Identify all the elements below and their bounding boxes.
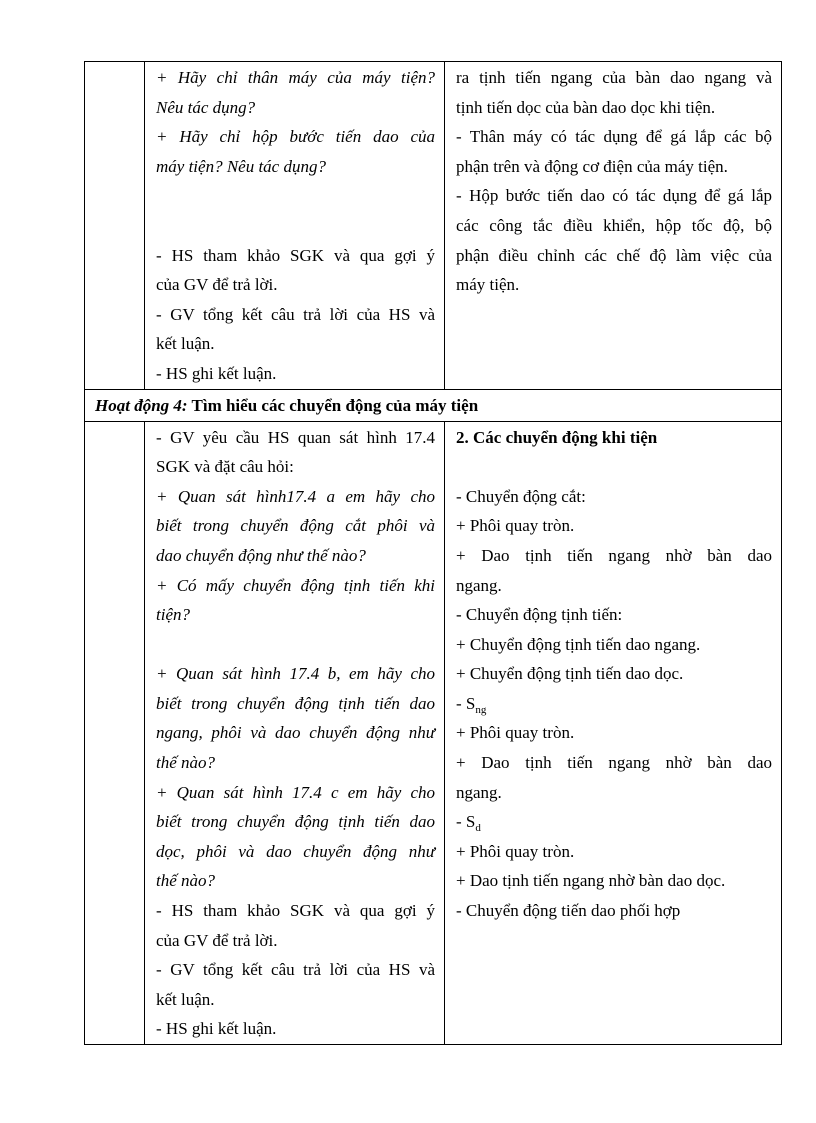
content-line: + Phôi quay tròn.	[456, 516, 575, 536]
teacher-line: + Hãy chỉ hộp bước tiến dao của	[156, 127, 435, 147]
teacher-line: thế nào?	[156, 753, 216, 773]
content-line: - Thân máy có tác dụng để gá lắp các bộ	[456, 127, 772, 147]
spacer	[456, 452, 772, 482]
content-cell	[445, 62, 782, 390]
teacher-line: ngang, phôi và dao chuyển động như	[156, 723, 435, 743]
teacher-line: - HS tham khảo SGK và qua gợi ý	[156, 245, 435, 265]
teacher-line: - HS ghi kết luận.	[156, 1019, 277, 1039]
spacer	[156, 211, 435, 241]
section-heading: 2. Các chuyển động khi tiện	[456, 427, 658, 447]
feed-symbol-s-ng	[456, 689, 772, 719]
teacher-line: máy tiện? Nêu tác dụng?	[156, 156, 326, 176]
content-line: + Phôi quay tròn.	[456, 841, 575, 861]
empty-cell	[85, 421, 145, 1044]
activity-header-row	[85, 389, 782, 421]
teacher-line: kết luận.	[156, 334, 215, 354]
activity-title: Tìm hiểu các chuyển động của máy tiện	[187, 395, 479, 415]
teacher-line: kết luận.	[156, 989, 215, 1009]
content-line: - Chuyển động cắt:	[456, 486, 586, 506]
teacher-line: - HS ghi kết luận.	[156, 363, 277, 383]
content-line: máy tiện.	[456, 275, 520, 295]
teacher-line: + Có mấy chuyển động tịnh tiến khi	[156, 575, 435, 595]
content-line: các công tắc điều khiển, hộp tốc độ, bộ	[456, 215, 772, 235]
teacher-line: + Quan sát hình 17.4 b, em hãy cho	[156, 664, 435, 684]
content-line: + Dao tịnh tiến ngang nhờ bàn dao	[456, 753, 772, 773]
teacher-line: - HS tham khảo SGK và qua gợi ý	[156, 901, 435, 921]
content-line: + Dao tịnh tiến ngang nhờ bàn dao	[456, 545, 772, 565]
teacher-line: dao chuyển động như thế nào?	[156, 545, 366, 565]
content-line: + Phôi quay tròn.	[456, 723, 575, 743]
feed-symbol-prefix: - S	[456, 812, 476, 832]
teacher-line: SGK và đặt câu hỏi:	[156, 457, 294, 477]
teacher-line: - GV yêu cầu HS quan sát hình 17.4	[156, 427, 435, 447]
content-line: phận trên và động cơ điện của máy tiện.	[456, 156, 728, 176]
teacher-line: - GV tổng kết câu trả lời của HS và	[156, 960, 435, 980]
table-row	[85, 62, 782, 390]
teacher-line: - GV tổng kết câu trả lời của HS và	[156, 304, 435, 324]
content-line: phận điều chỉnh các chế độ làm việc của	[456, 245, 772, 265]
teacher-line: của GV để trả lời.	[156, 930, 278, 950]
lesson-table	[84, 61, 782, 1045]
feed-symbol-subscript: ng	[475, 703, 487, 716]
teacher-activity-cell	[145, 421, 445, 1044]
activity-label: Hoạt động 4:	[95, 395, 188, 415]
feed-symbol-subscript: d	[475, 822, 481, 835]
empty-cell	[85, 62, 145, 390]
content-line: - Chuyển động tiến dao phối hợp	[456, 901, 681, 921]
content-line: ngang.	[456, 782, 502, 802]
teacher-line: + Hãy chỉ thân máy của máy tiện?	[156, 68, 435, 87]
teacher-activity-cell	[145, 62, 445, 390]
table-row	[85, 421, 782, 1044]
spacer	[156, 630, 435, 660]
teacher-line: của GV để trả lời.	[156, 275, 278, 295]
teacher-line: tiện?	[156, 605, 190, 625]
content-cell	[445, 421, 782, 1044]
teacher-line: + Quan sát hình17.4 a em hãy cho	[156, 486, 435, 506]
content-line: + Chuyển động tịnh tiến dao ngang.	[456, 634, 701, 654]
teacher-line: Nêu tác dụng?	[156, 97, 256, 117]
content-line: - Hộp bước tiến dao có tác dụng để gá lắp	[456, 186, 772, 206]
content-line: + Chuyển động tịnh tiến dao dọc.	[456, 664, 684, 684]
content-line: ngang.	[456, 575, 502, 595]
teacher-line: biết trong chuyển động tịnh tiến dao	[156, 693, 435, 713]
teacher-line: biết trong chuyển động cắt phôi và	[156, 516, 435, 536]
feed-symbol-prefix: - S	[456, 693, 476, 713]
teacher-line: thế nào?	[156, 871, 216, 891]
spacer	[156, 181, 435, 211]
content-line: ra tịnh tiến ngang của bàn dao ngang và	[456, 68, 772, 87]
content-line: + Dao tịnh tiến ngang nhờ bàn dao dọc.	[456, 871, 726, 891]
teacher-line: + Quan sát hình 17.4 c em hãy cho	[156, 782, 435, 802]
teacher-line: dọc, phôi và dao chuyển động như	[156, 841, 435, 861]
feed-symbol-s-d	[456, 807, 772, 837]
content-line: tịnh tiến dọc của bàn dao dọc khi tiện.	[456, 97, 716, 117]
teacher-line: biết trong chuyển động tịnh tiến dao	[156, 812, 435, 832]
content-line: - Chuyển động tịnh tiến:	[456, 605, 623, 625]
activity-header-cell	[85, 389, 782, 421]
